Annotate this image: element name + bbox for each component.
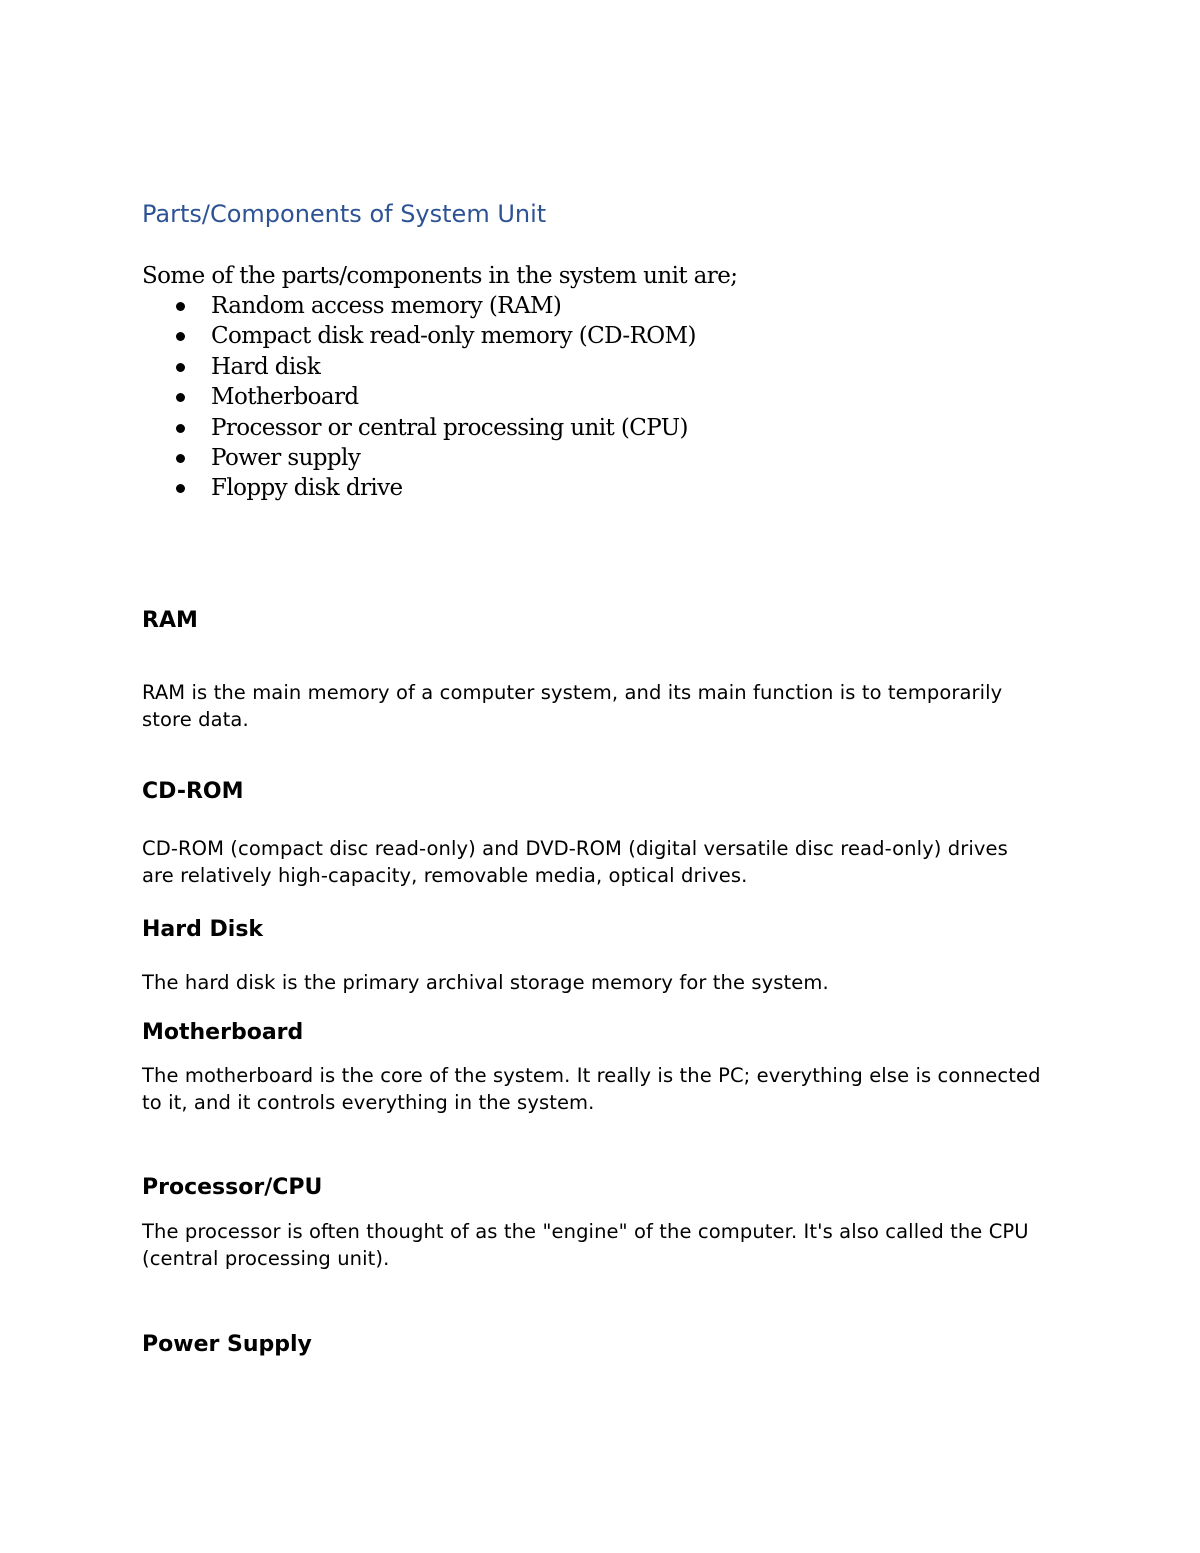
list-item-label: Hard disk xyxy=(211,353,321,380)
document-title: Parts/Components of System Unit xyxy=(142,200,547,228)
list-item xyxy=(142,382,1042,412)
list-item-label: Floppy disk drive xyxy=(211,475,403,502)
section-cd-rom xyxy=(142,777,1042,889)
bullet-icon xyxy=(176,302,185,311)
section-hard-disk xyxy=(142,915,1042,996)
list-item-label: Motherboard xyxy=(211,384,359,411)
bullet-icon xyxy=(176,393,185,402)
bullet-icon xyxy=(176,484,185,493)
section-heading: Motherboard xyxy=(142,1019,304,1045)
list-item xyxy=(142,413,1042,443)
section-heading: CD-ROM xyxy=(142,778,244,804)
list-item xyxy=(142,473,1042,503)
section-heading: Power Supply xyxy=(142,1331,312,1357)
list-item xyxy=(142,291,1042,321)
section-motherboard xyxy=(142,1018,1042,1116)
list-item-label: Compact disk read-only memory (CD-ROM) xyxy=(211,323,696,350)
section-body: The processor is often thought of as the "engine" of the computer. It's also called the CPU (central processing unit). xyxy=(142,1219,1029,1270)
bullet-icon xyxy=(176,363,185,372)
section-body: The motherboard is the core of the system. It really is the PC; everything else is connected to it, and it controls everything in the system. xyxy=(142,1063,1041,1114)
bullet-icon xyxy=(176,332,185,341)
list-item-label: Processor or central processing unit (CPU) xyxy=(211,414,688,441)
section-ram xyxy=(142,606,1042,733)
list-item xyxy=(142,321,1042,351)
document-content xyxy=(142,197,1042,1360)
section-body: The hard disk is the primary archival storage memory for the system. xyxy=(142,970,829,994)
list-item xyxy=(142,443,1042,473)
section-heading: Hard Disk xyxy=(142,916,264,942)
section-heading: RAM xyxy=(142,607,198,633)
list-item-label: Random access memory (RAM) xyxy=(211,293,562,319)
bullet-icon xyxy=(176,424,185,433)
section-processor xyxy=(142,1173,1042,1272)
section-power-supply xyxy=(142,1330,1042,1360)
section-body: RAM is the main memory of a computer system, and its main function is to temporarily store data. xyxy=(142,680,1003,731)
list-item-label: Power supply xyxy=(211,445,361,472)
section-heading: Processor/CPU xyxy=(142,1174,323,1200)
bullet-icon xyxy=(176,454,185,463)
parts-list xyxy=(142,291,1042,504)
intro-text: Some of the parts/components in the system unit are; xyxy=(142,263,738,289)
section-body: CD-ROM (compact disc read-only) and DVD-ROM (digital versatile disc read-only) drives are relatively high-capacity, removable media, optical drives. xyxy=(142,836,1008,887)
list-item xyxy=(142,352,1042,382)
